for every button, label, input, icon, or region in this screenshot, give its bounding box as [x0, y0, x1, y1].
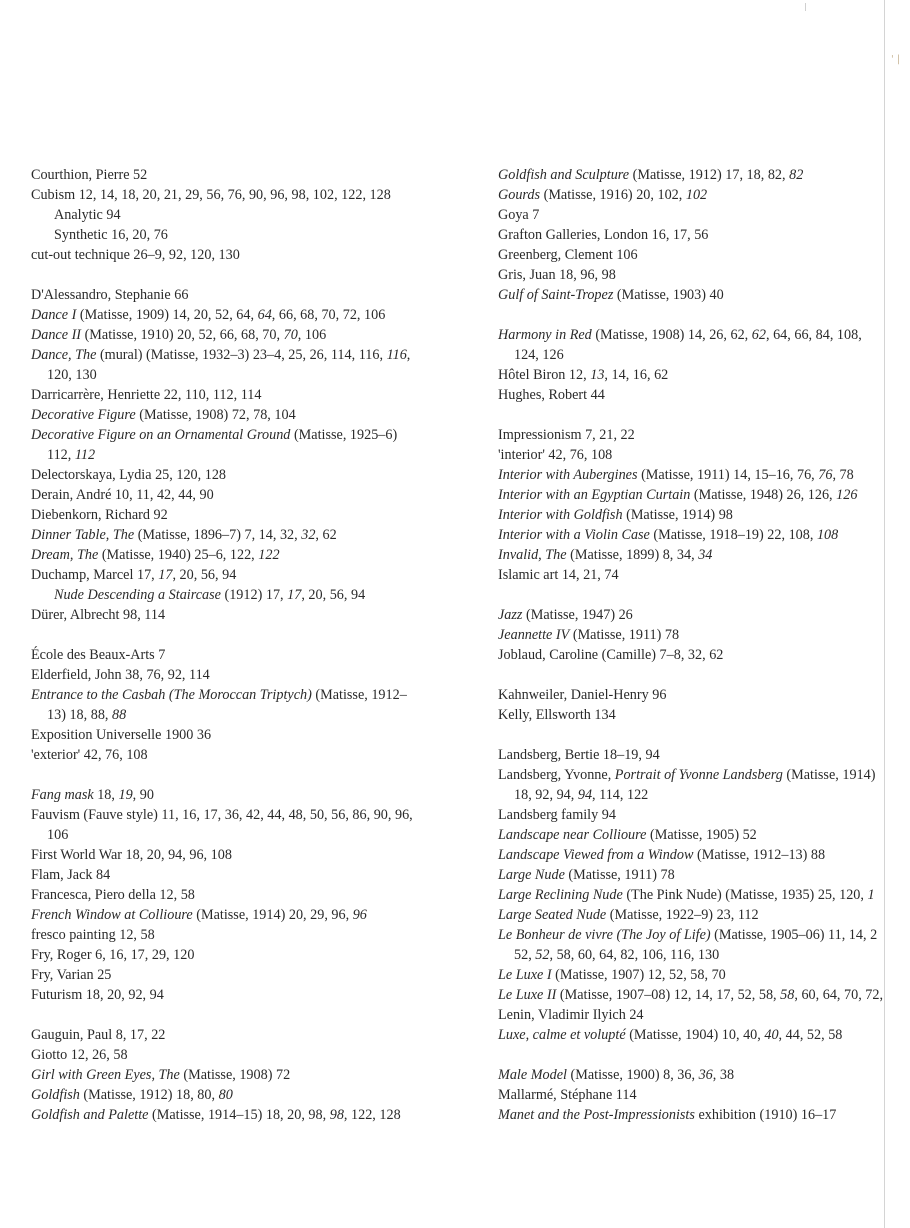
- index-section-gap: [498, 1045, 910, 1065]
- index-entry: [498, 1105, 910, 1125]
- index-entry-continuation: [31, 365, 473, 385]
- index-entry: [31, 285, 473, 305]
- entry-text: , 66, 68, 70, 72, 106: [271, 307, 386, 323]
- italic-text: 102: [685, 187, 708, 203]
- entry-text: Synthetic 16, 20, 76: [54, 227, 168, 243]
- index-entry: [31, 645, 473, 665]
- entry-text: Exposition Universelle 1900 36: [31, 727, 212, 743]
- entry-text: , 20, 56, 94: [172, 567, 237, 583]
- entry-text: Courthion, Pierre 52: [31, 167, 148, 183]
- entry-text: fresco painting 12, 58: [31, 927, 155, 943]
- italic-text: Entrance to the Casbah (The Moroccan Triptych): [31, 687, 312, 703]
- italic-text: Portrait of Yvonne Landsberg: [614, 767, 783, 783]
- index-entry: [31, 185, 473, 205]
- index-subentry: [31, 585, 473, 605]
- index-entry: [31, 525, 473, 545]
- entry-text: (Matisse, 1900) 8, 36,: [566, 1067, 699, 1083]
- italic-text: Decorative Figure on an Ornamental Ground: [31, 427, 291, 443]
- italic-text: Dinner Table, The: [31, 527, 135, 543]
- italic-text: Interior with Goldfish: [498, 507, 623, 523]
- index-entry: [498, 565, 910, 585]
- index-entry: [498, 925, 910, 945]
- italic-text: 36: [698, 1067, 713, 1083]
- entry-text: 'interior' 42, 76, 108: [498, 447, 613, 463]
- entry-text: Grafton Galleries, London 16, 17, 56: [498, 227, 709, 243]
- index-entry: [498, 205, 910, 225]
- entry-text: (Matisse, 1905) 52: [646, 827, 757, 843]
- italic-text: 34: [698, 547, 713, 563]
- entry-text: Flam, Jack 84: [31, 867, 111, 883]
- entry-text: (Matisse, 1905–06) 11, 14, 2: [710, 927, 878, 943]
- index-section-gap: [31, 265, 473, 285]
- index-entry: [498, 685, 910, 705]
- index-section-gap: [498, 585, 910, 605]
- index-entry-continuation: [498, 345, 910, 365]
- index-entry: [31, 1065, 473, 1085]
- index-entry: [498, 365, 910, 385]
- entry-text: (Matisse, 1912) 17, 18, 82,: [629, 167, 790, 183]
- index-entry: [498, 805, 910, 825]
- entry-text: (Matisse, 1908) 72: [179, 1067, 291, 1083]
- italic-text: 17: [287, 587, 302, 603]
- italic-text: Dream, The: [31, 547, 99, 563]
- index-entry: [31, 985, 473, 1005]
- italic-text: 19: [118, 787, 133, 803]
- index-entry-continuation: [498, 945, 910, 965]
- index-column-left: [31, 165, 473, 1125]
- entry-text: (Matisse, 1911) 78: [569, 627, 680, 643]
- entry-text: Fry, Roger 6, 16, 17, 29, 120: [31, 947, 195, 963]
- entry-text: (The Pink Nude) (Matisse, 1935) 25, 120,: [622, 887, 868, 903]
- entry-text: Kelly, Ellsworth 134: [498, 707, 616, 723]
- entry-text: Diebenkorn, Richard 92: [31, 507, 168, 523]
- index-entry: [31, 545, 473, 565]
- entry-text: (Matisse, 1914) 20, 29, 96,: [192, 907, 353, 923]
- index-entry: [31, 685, 473, 705]
- entry-text: (Matisse, 1947) 26: [522, 607, 633, 623]
- index-entry: [498, 505, 910, 525]
- italic-text: Invalid, The: [498, 547, 567, 563]
- entry-text: Gris, Juan 18, 96, 98: [498, 267, 616, 283]
- entry-text: Islamic art 14, 21, 74: [498, 567, 619, 583]
- italic-text: 58: [780, 987, 795, 1003]
- italic-text: 1: [867, 887, 875, 903]
- index-entry: [31, 605, 473, 625]
- italic-text: Goldfish and Palette: [31, 1107, 149, 1123]
- index-section-gap: [498, 665, 910, 685]
- entry-text: (Matisse, 1909) 14, 20, 52, 64,: [76, 307, 258, 323]
- index-entry: [498, 865, 910, 885]
- italic-text: Manet and the Post-Impressionists: [498, 1107, 695, 1123]
- entry-text: Hôtel Biron 12,: [498, 367, 591, 383]
- italic-text: Gourds: [498, 187, 541, 203]
- entry-text: Impressionism 7, 21, 22: [498, 427, 635, 443]
- index-entry: [31, 565, 473, 585]
- entry-text: (Matisse, 1911) 78: [564, 867, 675, 883]
- italic-text: Gulf of Saint-Tropez: [498, 287, 614, 303]
- index-entry-continuation: [31, 705, 473, 725]
- index-entry: [31, 805, 473, 825]
- entry-text: (Matisse, 1896–7) 7, 14, 32,: [134, 527, 302, 543]
- entry-text: Lenin, Vladimir Ilyich 24: [498, 1007, 644, 1023]
- entry-text: , 58, 60, 64, 82, 106, 116, 130: [549, 947, 720, 963]
- italic-text: 82: [789, 167, 804, 183]
- italic-text: 62: [751, 327, 766, 343]
- index-entry: [498, 1025, 910, 1045]
- entry-text: (Matisse, 1911) 14, 15–16, 76,: [637, 467, 819, 483]
- entry-text: Landsberg, Bertie 18–19, 94: [498, 747, 660, 763]
- entry-text: Fauvism (Fauve style) 11, 16, 17, 36, 42, 44, 48, 50, 56, 86, 90, 96,: [31, 807, 413, 823]
- index-entry: [31, 1105, 473, 1125]
- index-entry: [31, 945, 473, 965]
- entry-text: , 106: [297, 327, 327, 343]
- index-entry-continuation: [498, 785, 910, 805]
- index-entry: [498, 485, 910, 505]
- entry-text: , 78: [832, 467, 854, 483]
- index-entry: [31, 885, 473, 905]
- index-entry: [31, 245, 473, 265]
- index-section-gap: [498, 405, 910, 425]
- entry-text: Kahnweiler, Daniel-Henry 96: [498, 687, 667, 703]
- entry-text: 18, 92, 94,: [514, 787, 578, 803]
- italic-text: French Window at Collioure: [31, 907, 193, 923]
- index-entry: [31, 905, 473, 925]
- index-entry: [498, 645, 910, 665]
- index-entry: [31, 385, 473, 405]
- entry-text: (Matisse, 1918–19) 22, 108,: [649, 527, 817, 543]
- entry-text: exhibition (1910) 16–17: [694, 1107, 837, 1123]
- index-entry: [31, 425, 473, 445]
- index-entry-continuation: [31, 825, 473, 845]
- index-section-gap: [31, 1005, 473, 1025]
- entry-text: (Matisse, 1914) 98: [622, 507, 733, 523]
- italic-text: Male Model: [498, 1067, 567, 1083]
- entry-text: (Matisse, 1925–6): [290, 427, 398, 443]
- entry-text: (1912) 17,: [220, 587, 288, 603]
- index-entry: [31, 865, 473, 885]
- index-entry: [498, 845, 910, 865]
- italic-text: 32: [301, 527, 316, 543]
- entry-text: (Matisse, 1914–15) 18, 20, 98,: [148, 1107, 330, 1123]
- italic-text: Luxe, calme et volupté: [498, 1027, 626, 1043]
- italic-text: Decorative Figure: [31, 407, 136, 423]
- entry-text: ,: [406, 347, 411, 363]
- index-section-gap: [31, 625, 473, 645]
- index-column-right: [498, 165, 910, 1125]
- index-section-gap: [31, 765, 473, 785]
- entry-text: , 60, 64, 70, 72,: [794, 987, 884, 1003]
- italic-text: 126: [836, 487, 858, 503]
- entry-text: (Matisse, 1940) 25–6, 122,: [98, 547, 259, 563]
- italic-text: Interior with Aubergines: [498, 467, 638, 483]
- index-entry: [31, 845, 473, 865]
- index-entry: [498, 165, 910, 185]
- entry-text: (Matisse, 1907) 12, 52, 58, 70: [551, 967, 726, 983]
- index-entry: [498, 1005, 910, 1025]
- entry-text: (Matisse, 1914): [782, 767, 876, 783]
- entry-text: 120, 130: [47, 367, 97, 383]
- index-entry: [31, 965, 473, 985]
- entry-text: (Matisse, 1908) 14, 26, 62,: [591, 327, 752, 343]
- entry-text: Darricarrère, Henriette 22, 110, 112, 114: [31, 387, 262, 403]
- index-entry: [31, 785, 473, 805]
- italic-text: Goldfish and Sculpture: [498, 167, 630, 183]
- entry-text: Giotto 12, 26, 58: [31, 1047, 128, 1063]
- entry-text: First World War 18, 20, 94, 96, 108: [31, 847, 232, 863]
- entry-text: (Matisse, 1948) 26, 126,: [690, 487, 837, 503]
- italic-text: 116: [386, 347, 407, 363]
- index-section-gap: [498, 305, 910, 325]
- index-entry: [498, 905, 910, 925]
- italic-text: Large Seated Nude: [498, 907, 607, 923]
- index-entry: [498, 285, 910, 305]
- entry-text: (Matisse, 1904) 10, 40,: [625, 1027, 765, 1043]
- entry-text: 106: [47, 827, 69, 843]
- entry-text: 'exterior' 42, 76, 108: [31, 747, 148, 763]
- italic-text: 13: [590, 367, 605, 383]
- index-entry: [31, 465, 473, 485]
- index-entry: [498, 985, 910, 1005]
- entry-text: 13) 18, 88,: [47, 707, 113, 723]
- index-entry: [31, 725, 473, 745]
- entry-text: Delectorskaya, Lydia 25, 120, 128: [31, 467, 227, 483]
- entry-text: (Matisse, 1907–08) 12, 14, 17, 52, 58,: [556, 987, 781, 1003]
- index-entry: [498, 965, 910, 985]
- index-entry: [498, 185, 910, 205]
- entry-text: D'Alessandro, Stephanie 66: [31, 287, 189, 303]
- entry-text: Cubism 12, 14, 18, 20, 21, 29, 56, 76, 90, 96, 98, 102, 122, 128: [31, 187, 391, 203]
- index-entry: [31, 165, 473, 185]
- italic-text: Jazz: [498, 607, 523, 623]
- index-entry: [498, 545, 910, 565]
- index-entry: [498, 225, 910, 245]
- entry-text: , 122, 128: [343, 1107, 401, 1123]
- index-entry: [498, 245, 910, 265]
- index-section-gap: [498, 725, 910, 745]
- italic-text: 40: [764, 1027, 779, 1043]
- index-entry: [31, 485, 473, 505]
- entry-text: cut-out technique 26–9, 92, 120, 130: [31, 247, 240, 263]
- italic-text: 122: [258, 547, 280, 563]
- entry-text: Francesca, Piero della 12, 58: [31, 887, 195, 903]
- entry-text: (mural) (Matisse, 1932–3) 23–4, 25, 26, 114, 116,: [96, 347, 387, 363]
- entry-text: Analytic 94: [54, 207, 121, 223]
- index-entry: [498, 625, 910, 645]
- index-entry: [498, 525, 910, 545]
- index-subentry: [31, 205, 473, 225]
- entry-text: Landsberg, Yvonne,: [498, 767, 615, 783]
- entry-text: Mallarmé, Stéphane 114: [498, 1087, 637, 1103]
- entry-text: (Matisse, 1912) 18, 80,: [79, 1087, 219, 1103]
- entry-text: Futurism 18, 20, 92, 94: [31, 987, 164, 1003]
- italic-text: Harmony in Red: [498, 327, 592, 343]
- italic-text: Fang mask: [31, 787, 94, 803]
- index-entry: [498, 385, 910, 405]
- entry-text: (Matisse, 1899) 8, 34,: [566, 547, 699, 563]
- index-entry: [498, 825, 910, 845]
- index-entry: [31, 745, 473, 765]
- entry-text: , 44, 52, 58: [778, 1027, 843, 1043]
- italic-text: Large Reclining Nude: [498, 887, 623, 903]
- index-entry: [31, 1045, 473, 1065]
- entry-text: , 62: [315, 527, 337, 543]
- italic-text: Le Luxe II: [498, 987, 557, 1003]
- index-entry: [31, 405, 473, 425]
- entry-text: Fry, Varian 25: [31, 967, 112, 983]
- italic-text: Girl with Green Eyes, The: [31, 1067, 180, 1083]
- entry-text: Gauguin, Paul 8, 17, 22: [31, 1027, 166, 1043]
- index-entry: [498, 325, 910, 345]
- entry-text: , 20, 56, 94: [301, 587, 366, 603]
- italic-text: Dance I: [31, 307, 77, 323]
- italic-text: Landscape Viewed from a Window: [498, 847, 694, 863]
- index-entry: [31, 1085, 473, 1105]
- index-entry: [498, 705, 910, 725]
- entry-text: (Matisse, 1903) 40: [613, 287, 724, 303]
- italic-text: 64: [257, 307, 272, 323]
- entry-text: 124, 126: [514, 347, 564, 363]
- italic-text: Nude Descending a Staircase: [54, 587, 221, 603]
- italic-text: 108: [816, 527, 839, 543]
- entry-text: Duchamp, Marcel 17,: [31, 567, 159, 583]
- italic-text: Large Nude: [498, 867, 565, 883]
- index-entry: [498, 1085, 910, 1105]
- italic-text: Interior with a Violin Case: [498, 527, 650, 543]
- index-entry: [31, 325, 473, 345]
- index-entry: [498, 605, 910, 625]
- italic-text: Le Bonheur de vivre (The Joy of Life): [498, 927, 711, 943]
- italic-text: Jeannette IV: [498, 627, 570, 643]
- entry-text: Derain, André 10, 11, 42, 44, 90: [31, 487, 214, 503]
- index-entry: [498, 765, 910, 785]
- entry-text: , 114, 122: [592, 787, 649, 803]
- entry-text: (Matisse, 1910) 20, 52, 66, 68, 70,: [81, 327, 284, 343]
- index-subentry: [31, 225, 473, 245]
- entry-text: , 14, 16, 62: [604, 367, 669, 383]
- italic-text: 52: [535, 947, 550, 963]
- entry-text: Landsberg family 94: [498, 807, 616, 823]
- italic-text: 94: [577, 787, 593, 803]
- entry-text: , 64, 66, 84, 108,: [765, 327, 862, 343]
- italic-text: 96: [352, 907, 367, 923]
- index-entry: [498, 745, 910, 765]
- italic-text: Dance II: [31, 327, 82, 343]
- index-entry: [498, 425, 910, 445]
- index-entry: [498, 885, 910, 905]
- italic-text: 76: [818, 467, 833, 483]
- italic-text: Le Luxe I: [498, 967, 552, 983]
- italic-text: Landscape near Collioure: [498, 827, 647, 843]
- italic-text: 98: [329, 1107, 344, 1123]
- entry-text: Elderfield, John 38, 76, 92, 114: [31, 667, 210, 683]
- entry-text: 18,: [93, 787, 119, 803]
- index-entry: [498, 465, 910, 485]
- entry-text: 112,: [47, 447, 75, 463]
- italic-text: Goldfish: [31, 1087, 80, 1103]
- italic-text: 88: [112, 707, 127, 723]
- entry-text: (Matisse, 1908) 72, 78, 104: [135, 407, 296, 423]
- entry-text: École des Beaux-Arts 7: [31, 647, 166, 663]
- italic-text: 70: [283, 327, 298, 343]
- index-entry: [498, 265, 910, 285]
- entry-text: Greenberg, Clement 106: [498, 247, 638, 263]
- index-entry: [498, 1065, 910, 1085]
- italic-text: 112: [74, 447, 96, 463]
- entry-text: Dürer, Albrecht 98, 114: [31, 607, 166, 623]
- index-entry: [498, 445, 910, 465]
- entry-text: (Matisse, 1912–: [311, 687, 407, 703]
- right-edge-mark: ' |: [891, 54, 901, 65]
- index-entry: [31, 505, 473, 525]
- entry-text: 52,: [514, 947, 536, 963]
- index-entry: [31, 305, 473, 325]
- index-entry: [31, 665, 473, 685]
- italic-text: 80: [218, 1087, 233, 1103]
- index-entry: [31, 345, 473, 365]
- italic-text: 17: [158, 567, 173, 583]
- entry-text: Joblaud, Caroline (Camille) 7–8, 32, 62: [498, 647, 724, 663]
- italic-text: Dance, The: [31, 347, 97, 363]
- entry-text: Goya 7: [498, 207, 540, 223]
- entry-text: , 90: [132, 787, 154, 803]
- italic-text: Interior with an Egyptian Curtain: [498, 487, 691, 503]
- top-margin-tick: |: [804, 2, 807, 11]
- entry-text: (Matisse, 1916) 20, 102,: [540, 187, 686, 203]
- entry-text: (Matisse, 1912–13) 88: [693, 847, 826, 863]
- index-entry: [31, 1025, 473, 1045]
- index-entry: [31, 925, 473, 945]
- index-entry-continuation: [31, 445, 473, 465]
- entry-text: , 38: [712, 1067, 735, 1083]
- entry-text: Hughes, Robert 44: [498, 387, 605, 403]
- entry-text: (Matisse, 1922–9) 23, 112: [606, 907, 759, 923]
